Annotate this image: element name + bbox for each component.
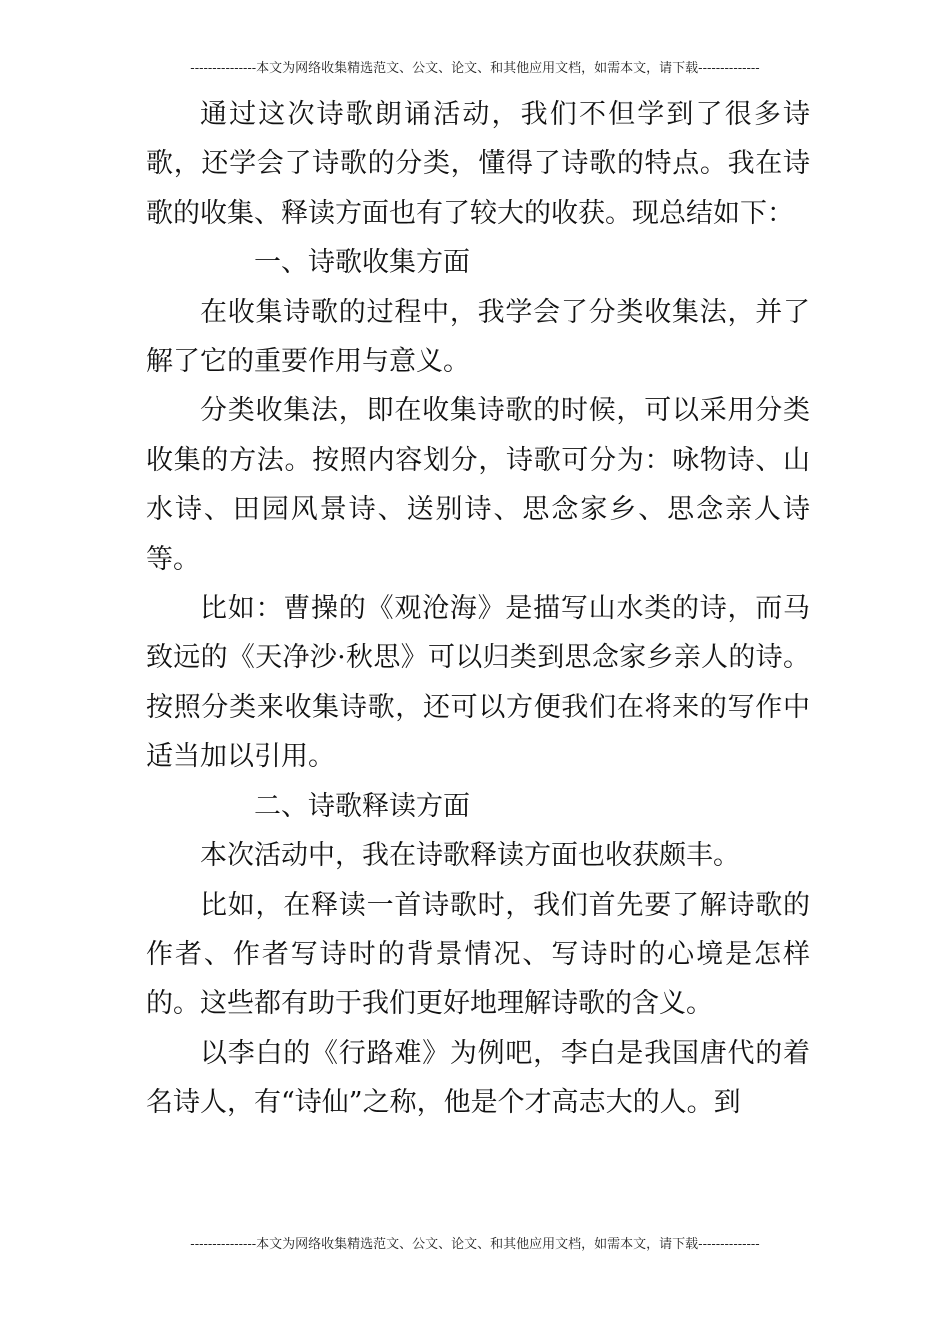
document-body	[146, 90, 810, 1128]
section-heading-collection: 一、诗歌收集方面	[254, 247, 470, 279]
body-paragraph: 比如，在释读一首诗歌时，我们首先要了解诗歌的作者、作者写诗时的背景情况、写诗时的心境是怎样的。这些都有助于我们更好地理解诗歌的含义。	[146, 889, 810, 1020]
page-footer: ---------------本文为网络收集精选范文、公文、论文、和其他应用文档，如需本文，请下载--------------	[190, 1237, 760, 1252]
intro-paragraph: 通过这次诗歌朗诵活动，我们不但学到了很多诗歌，还学会了诗歌的分类，懂得了诗歌的特点。我在诗歌的收集、释读方面也有了较大的收获。现总结如下：	[146, 99, 810, 229]
section-heading-interpretation: 二、诗歌释读方面	[254, 790, 470, 822]
body-paragraph: 本次活动中，我在诗歌释读方面也收获颇丰。	[200, 840, 740, 872]
body-paragraph: 在收集诗歌的过程中，我学会了分类收集法，并了解了它的重要作用与意义。	[146, 296, 810, 378]
body-paragraph: 比如：曹操的《观沧海》是描写山水类的诗，而马致远的《天净沙·秋思》可以归类到思念家乡亲人的诗。按照分类来收集诗歌，还可以方便我们在将来的写作中适当加以引用。	[146, 593, 810, 773]
body-paragraph: 分类收集法，即在收集诗歌的时候，可以采用分类收集的方法。按照内容划分，诗歌可分为：咏物诗、山水诗、田园风景诗、送别诗、思念家乡、思念亲人诗等。	[146, 395, 810, 575]
body-paragraph: 以李白的《行路难》为例吧，李白是我国唐代的着名诗人，有“诗仙”之称，他是个才高志大的人。到	[146, 1037, 810, 1119]
page-header: ---------------本文为网络收集精选范文、公文、论文、和其他应用文档，如需本文，请下载--------------	[190, 61, 760, 76]
